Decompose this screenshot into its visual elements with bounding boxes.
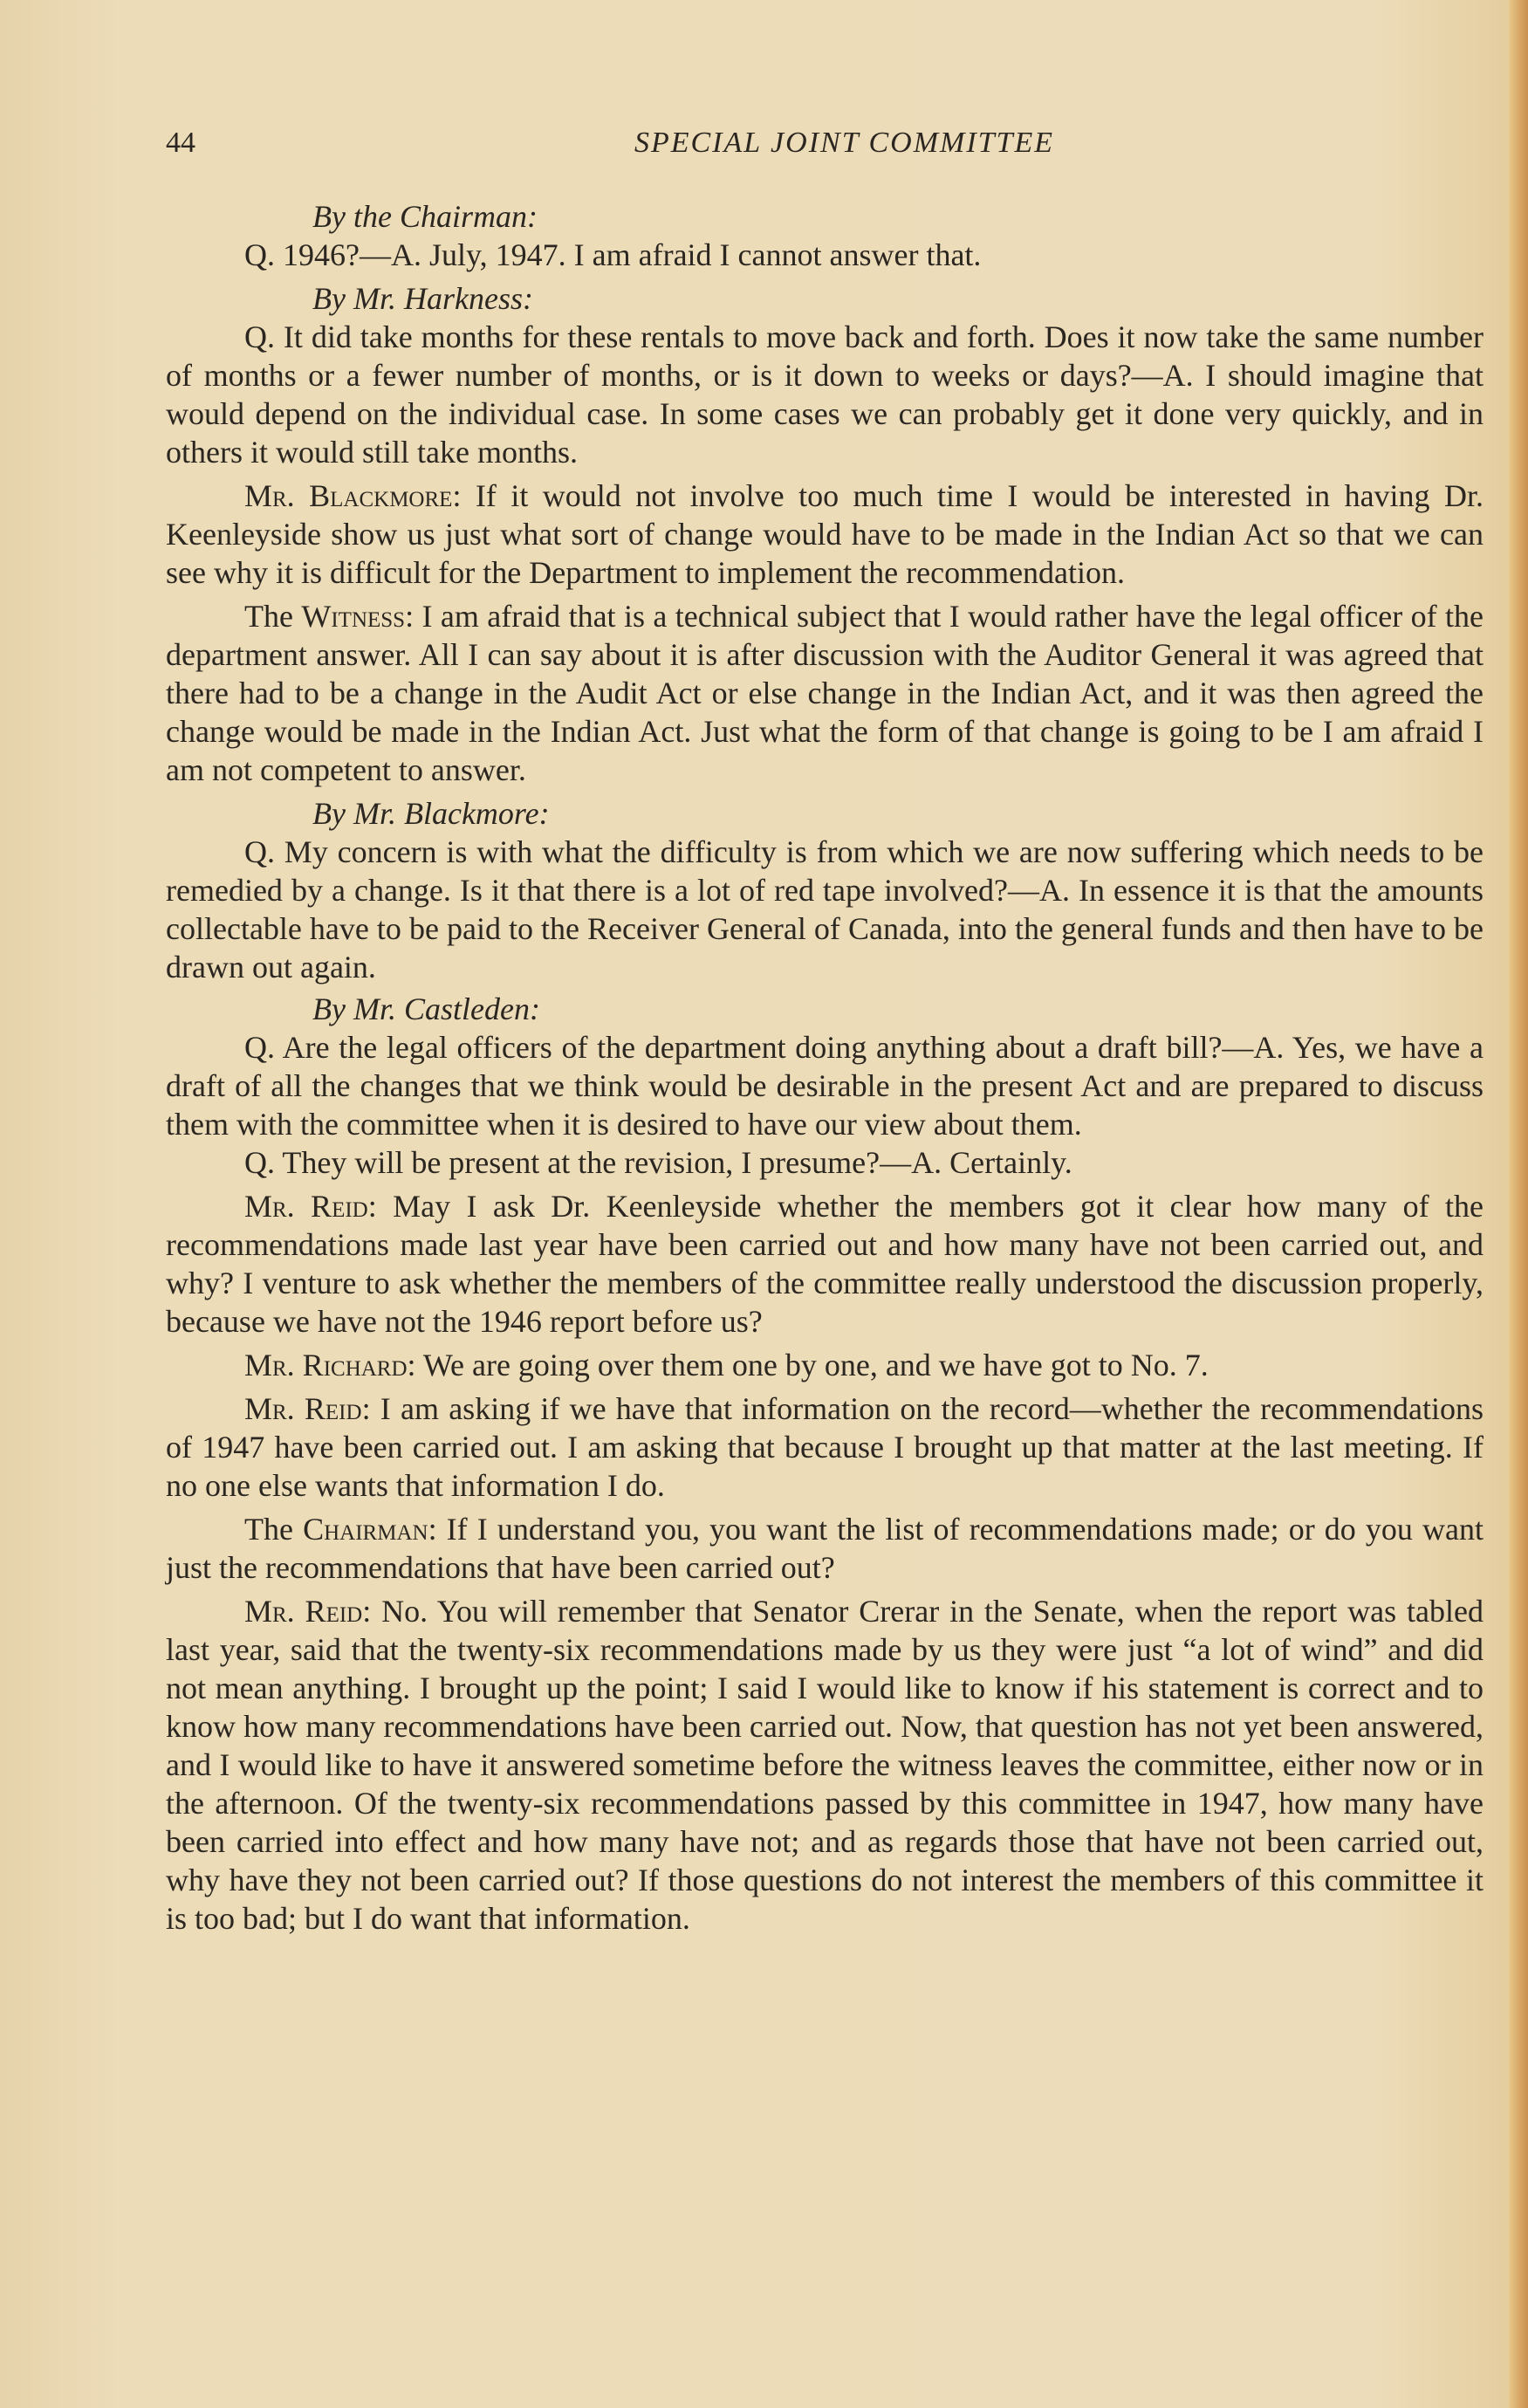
document-body — [166, 194, 1483, 1938]
speaker-name: Chairman — [303, 1512, 428, 1547]
paragraph-text: : May I ask Dr. Keenleyside whether the members got it clear how many of the recommendations made last year have been carried out and how many have not been carried out, and why? I venture to ask whether the members of the committee really understood the discussion properly, because we have not the 1946 report before us? — [166, 1189, 1484, 1339]
paragraph — [166, 477, 1483, 592]
page-number: 44 — [166, 127, 195, 159]
speaker-name: Mr. Richard — [244, 1348, 408, 1382]
paragraph: Q. 1946?—A. July, 1947. I am afraid I cannot answer that. — [244, 237, 982, 272]
paragraph — [166, 597, 1483, 789]
speaker-name: Mr. Reid — [244, 1391, 362, 1426]
paragraph-text: : No. You will remember that Senator Crerar in the Senate, when the report was tabled last year, said that the twenty-six recommendations made by us they were just “a lot of wind” and did not mean anything. I brought up the point; I said I would like to know if his statement is correct and to know how many recommendations have been carried out. Now, that question has not yet been answered, and I would like to have it answered sometime before the witness leaves the committee, either now or in the afternoon. Of the twenty-six recommendations passed by this committee in 1947, how many have been carried into effect and how many have not; and as regards those that have not been carried out, why have they not been carried out? If those questions do not interest the members of this committee it is too bad; but I do want that information. — [166, 1594, 1483, 1936]
paragraph-text: : If I understand you, you want the list of recommendations made; or do you want just the recommendations that have been carried out? — [166, 1512, 1484, 1585]
running-head: SPECIAL JOINT COMMITTEE — [634, 127, 1055, 159]
byline: By Mr. Harkness: — [312, 281, 533, 316]
paragraph — [166, 1510, 1483, 1587]
paragraph-text: : We are going over them one by one, and we have got to No. 7. — [407, 1348, 1209, 1382]
speaker-prefix: The — [244, 1512, 304, 1547]
byline: By the Chairman: — [312, 199, 538, 234]
page-edge — [1509, 0, 1528, 2408]
paragraph — [166, 1187, 1483, 1341]
paragraph-text: : I am afraid that is a technical subject that I would rather have the legal officer of the department answer. All I can say about it is after discussion with the Auditor General it was agreed that there had to be a change in the Audit Act or else change in the Indian Act, and it was then agreed the change would be made in the Indian Act. Just what the form of that change is going to be I am afraid I am not competent to answer. — [166, 599, 1484, 787]
paragraph: Q. Are the legal officers of the department doing anything about a draft bill?—A. Yes, we have a draft of all the changes that we think would be desirable in the present Act and are prepared to discuss them with the committee when it is desired to have our view about them. — [166, 1030, 1483, 1142]
speaker-name: Mr. Reid — [244, 1189, 368, 1224]
paragraph — [166, 1389, 1483, 1505]
speaker-name: Witness — [301, 599, 406, 634]
byline: By Mr. Castleden: — [312, 991, 540, 1026]
paragraph — [166, 1592, 1483, 1938]
paragraph: Q. It did take months for these rentals to move back and forth. Does it now take the same number of months or a fewer number of months, or is it down to weeks or days?—A. I should imagine that would depend on the individual case. In some cases we can probably get it done very quickly, and in others it would still take months. — [166, 319, 1483, 470]
paragraph — [166, 1346, 1483, 1384]
speaker-name: Mr. Blackmore — [244, 478, 453, 513]
paragraph: Q. My concern is with what the difficulty is from which we are now suffering which needs to be remedied by a change. Is it that there is a lot of red tape involved?—A. In essence it is that the amounts collectable have to be paid to the Receiver General of Canada, into the general funds and then have to be drawn out again. — [166, 834, 1483, 984]
speaker-name: Mr. Reid — [244, 1594, 363, 1629]
page-header — [166, 127, 1488, 170]
byline: By Mr. Blackmore: — [312, 796, 550, 831]
paragraph-text: : I am asking if we have that information on the record—whether the recommendations of 1947 have been carried out. I am asking that because I brought up that matter at the last meeting. If no one else wants that information I do. — [166, 1391, 1483, 1503]
paragraph: Q. They will be present at the revision, I presume?—A. Certainly. — [244, 1145, 1072, 1180]
paragraph-text: : If it would not involve too much time I would be interested in having Dr. Keenleyside show us just what sort of change would have to be made in the Indian Act so that we can see why it is difficult for the Department to implement the recommendation. — [166, 478, 1483, 590]
speaker-prefix: The — [244, 599, 302, 634]
